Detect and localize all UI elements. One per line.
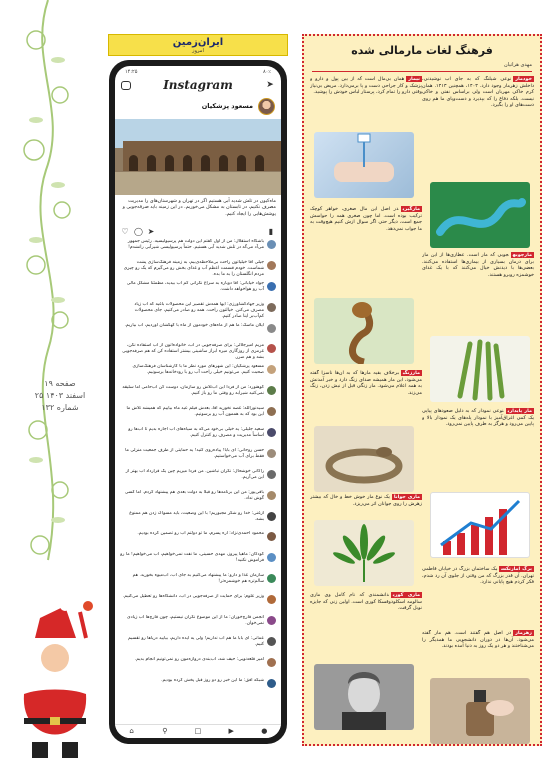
left-decoration <box>0 0 100 782</box>
bridge-arch <box>129 155 138 171</box>
status-time: ۱۴:۲۵ <box>125 68 138 75</box>
post-actions <box>115 227 281 237</box>
avatar[interactable] <box>267 553 276 562</box>
home-icon[interactable]: ⌂ <box>129 727 134 735</box>
avatar[interactable] <box>267 344 276 353</box>
search-icon[interactable]: ⚲ <box>162 727 168 735</box>
share-icon[interactable]: ➤ <box>147 227 155 236</box>
avatar[interactable] <box>267 282 276 291</box>
entry-head: مارچوبه <box>512 252 532 258</box>
glossary-column <box>302 34 542 746</box>
bookmark-icon[interactable]: ▮ <box>268 227 274 236</box>
floral-vine-icon <box>18 0 78 600</box>
page-info <box>30 378 90 414</box>
entry-head: خودمار <box>515 76 532 82</box>
list-item <box>120 281 276 300</box>
list-item <box>120 323 276 342</box>
heart-icon[interactable]: ♡ <box>121 227 129 236</box>
comment-text: کودکان: ماهیا پیروز، مهدی حسینی، ما نفت نمی‌خواهیم، آب می‌خواهیم! ما رو فراموش نکنید! <box>120 552 264 564</box>
asparagus-illustration <box>430 336 530 402</box>
avatar[interactable] <box>267 491 276 500</box>
status-bar <box>115 66 281 77</box>
avatar[interactable] <box>267 574 276 583</box>
list-item <box>120 615 276 634</box>
post-author[interactable] <box>115 95 281 117</box>
entry-head: مارگیری <box>402 206 420 212</box>
entry-head: ماری کوری <box>392 592 420 598</box>
list-item <box>120 490 276 509</box>
list-item <box>120 657 276 676</box>
comment-text: وزیر جهادکشاورزی: ایها همه‌ش تقصیر این محصولات باغیه که آب زیاد مصرف می‌کنن. خیالتون راحت. همه رو صادر می‌کنیم، جای محصولات کم‌آب‌بر اینا صادر کنیم. <box>134 301 264 319</box>
glossary-entry <box>422 566 534 624</box>
list-item <box>120 469 276 488</box>
instagram-column <box>105 34 290 746</box>
bottom-navigation <box>115 724 281 738</box>
glossary-entry <box>310 592 422 658</box>
entry-text: یک ساختمان بزرگ در خیابان فاطمی تهران. آن قدر بزرگ که من وقتی از جلوی آن رد شدم، فکر کردم هیچ پایانی ندارد. <box>422 566 534 586</box>
avatar[interactable] <box>267 449 276 458</box>
avatar[interactable] <box>267 407 276 416</box>
cannabis-leaf-illustration <box>314 520 414 586</box>
comment-text: جیلی آقا خیلیاتون راحت بی‌ملاحظه‌ی‌بیم، به زمینه فرهنگ‌سازی پشت شماست. خودم قسمت اعظم آب و غذای بخش رو می‌گیرم که یک رو چیزی مردم انگلستان را به ما بده. <box>123 259 264 277</box>
comment-text: شبکه افق: ما این خبر رو دو روز قبل پخش کرده بودیم. <box>161 677 264 683</box>
entry-text: نوعی شیلنگ که به جای آب نوشیدنی، داخلش زهرمار وجود دارد. ۱۴۰۳، همچنین ۱۴۱۳. همان کرم خاکی مهربان است ولی براساس نفتی و خاکی نیست. بلکه دفاع را که بپذیرد و دست‌وپای ما هم روی دست‌های او را بگیرد. <box>422 76 534 109</box>
list-item <box>120 260 276 279</box>
glossary-entry <box>422 408 534 488</box>
entry-head: مارزنگی <box>402 370 420 376</box>
list-item <box>120 552 276 571</box>
snake-bike-illustration <box>430 182 530 248</box>
growth-chart-illustration <box>430 492 530 558</box>
list-item <box>120 573 276 592</box>
avatar[interactable] <box>267 428 276 437</box>
comment-text: راکانی خوشحال: نگران نباشین. من فردا میریم چین یک قرارداد آب بهتر از این می‌آریم. <box>125 468 264 480</box>
profile-name[interactable]: مسعود پزشکیان <box>201 102 253 110</box>
comment-icon[interactable]: ◯ <box>134 227 143 236</box>
add-post-icon[interactable]: □ <box>194 727 202 735</box>
entry-text: جوبی که مار است. عطاری‌ها از این مار برای درمان بسیاری از بیماری‌ها استفاده می‌کنند. بعضی‌ها با دیدنش خیال می‌کنند که با یک غذای خوشمزه روبرو هستند. <box>422 252 534 278</box>
avatar[interactable] <box>267 261 276 270</box>
phone-screen <box>115 66 281 738</box>
list-item <box>120 594 276 613</box>
glossary-author: مهدی هراتیان <box>504 62 532 68</box>
bridge-arch <box>165 155 174 171</box>
entry-text: در اصل این مال صغری، خواهر کوچک ترکیب بوده است. اما چون صغری همه را حواسش جمع است، دیگر حتی اگر سوال ازش کنیم هیچ‌وقت به ما جواب نمی‌دهد. <box>310 206 422 232</box>
list-item <box>120 511 276 530</box>
avatar[interactable] <box>267 470 276 479</box>
masthead-name: ایران‌زمین <box>172 37 224 48</box>
avatar[interactable] <box>267 658 276 667</box>
glossary-entry <box>310 206 422 296</box>
list-item <box>120 636 276 655</box>
phone-frame <box>109 60 287 744</box>
entry-head: زهرمار <box>515 630 532 636</box>
comment-text: وزیر علوم: برای حمایت از صرفه‌جویی در آب، دانشگاه‌ها رو تعطیل می‌کنیم. <box>122 594 264 600</box>
bridge-arch <box>237 155 246 171</box>
glossary-entry <box>422 252 534 332</box>
rattlesnake-illustration <box>314 426 414 492</box>
comment-text: مریم امیرجلالی: برای صرفه‌جویی در آب، خانواده‌اتون از آب استفاده نکن، غرمزی از روز‌گاری میره ابراز ساشینی بیشتر استفاده کن که هم صرفه‌جویی بشه و هم ضرر. <box>122 343 264 361</box>
comment-text: سعید جلیلی: یه خیلی بی‌خود می‌گه به سیاه‌های آب اجاره بدیم تا آب‌ها رو اساساً مدیریت و مصرف رو کنترل کنیم. <box>128 427 264 439</box>
masthead-banner <box>108 34 288 56</box>
bridge-arch <box>183 155 192 171</box>
list-item <box>120 531 276 550</box>
list-item <box>120 343 276 362</box>
comment-list <box>115 237 281 696</box>
comment-text: جواد خیابانی: آقا دوباره به سراغ نگرانی کم آب بیدید، مطمئنا مشکل مالی آب رو هواخواهد داشت. <box>126 280 264 292</box>
glossary-entry <box>422 76 534 178</box>
reels-icon[interactable]: ▶ <box>228 727 234 735</box>
avatar[interactable] <box>267 616 276 625</box>
issue-date: ۲۵ اسفند ۱۴۰۳ <box>34 391 86 400</box>
comment-text: باشگاه استقلال: من از اول گفتم این دولت هم پرسپولیسیه. رئیس جمهور می‌آد می‌گه در تلش شدید آبی هستیم. حتماً پرسپولیسی شیرآبی رانشدم! <box>127 239 264 250</box>
glossary-entry <box>310 494 422 516</box>
status-battery: ۸۰٪ <box>262 68 271 75</box>
comment-text: سازمان غذا و دارو: ما پیشنهاد می‌کنیم به جای آب، آب‌میوه بخورید. هم سالم‌تره هم خوشمزه‌تر! <box>132 573 264 585</box>
list-item <box>120 385 276 404</box>
entry-text: در اصل هم گفتند است. هم مار گفته می‌شود. آن‌ها در دوران دانشجویی ما همدیگر را می‌شناختند و هر دو یک روز به دنیا آمده بودند. <box>422 630 534 650</box>
bridge-arch <box>147 155 156 171</box>
entry-text: نوعی نمودار که به دلیل صعودهای پیاپی یک کمی اغراق‌آمیز با نمودار پله‌های یک نمودار بالا و پایین می‌رود و هرگز به طرف پایین نمی‌رود. <box>422 408 534 428</box>
comment-text: محمود احمدی‌نژاد: آره پسرم، ما تو دولتم آب رو تضمین کرده بودیم. <box>137 531 264 537</box>
avatar[interactable] <box>267 595 276 604</box>
issue-number: شماره ۱۳۲ <box>41 403 79 412</box>
list-item <box>120 448 276 467</box>
list-item <box>120 427 276 446</box>
instagram-header <box>115 77 281 95</box>
title-divider <box>312 71 532 72</box>
glossary-title: فرهنگ لغات مارمالی شده <box>351 44 493 57</box>
comment-text: ایلان ماسک: ما هم از ماه‌های خودمون از ماه با کهکشان آوردیم، آب بیاریم. <box>124 322 264 328</box>
avatar[interactable] <box>267 240 276 249</box>
comment-text: کوهنورد: من از فردا این آب‌تلاش رو سازمان، دوست کن آب‌حامی اما سلیقه نمی‌کنید شیرابه رو وقتی ما رو باز کنیم. <box>122 385 264 397</box>
post-image[interactable] <box>115 119 281 195</box>
comment-text: ازغنی: خدا رو شکر مجبوریم! با این وضعیت، باید مسواک زدن هم ممنوع بشه. <box>129 510 264 522</box>
avatar[interactable] <box>267 365 276 374</box>
avatar[interactable] <box>258 98 275 115</box>
avatar[interactable] <box>267 512 276 521</box>
avatar[interactable] <box>267 303 276 312</box>
masthead-subtitle: امروز <box>192 48 204 54</box>
profile-icon[interactable]: ● <box>261 727 268 735</box>
bridge-arch <box>201 155 210 171</box>
bridge-arch <box>219 155 228 171</box>
bridge-arch <box>255 155 264 171</box>
comment-text: سید‌نورالله: غصه نخورید آقا، بعدش فیلم عید ماه بیاییم که همیشه تلاش ما این بود که به هممون آب رو برسونیم. <box>126 406 264 418</box>
avatar[interactable] <box>267 386 276 395</box>
entry-head: نیمار <box>408 76 420 82</box>
list-item <box>120 406 276 425</box>
entry-head: برگ آمارتکس <box>501 566 532 572</box>
comment-text: حسن روحانی: ای بابا! پیاده‌روی کنید! یه حمایتی از طرف جمعیت منزلی ما فقط برای آب می‌خواستیم. <box>125 447 264 459</box>
santa-illustration-icon <box>10 598 95 768</box>
iv-drip-illustration <box>314 132 414 198</box>
perfume-bottle-illustration <box>430 678 530 744</box>
glossary-entry <box>310 370 422 422</box>
avatar[interactable] <box>267 324 276 333</box>
entry-text: دانشمندی که نام کامل وی ماری سالومه اسکلودوفسکا کوری است. اولین زنی که جایزه نوبل گرفت. <box>310 592 422 612</box>
comment-text: باقی‌پور: من این برنامه‌ها رو قبلاً به دولت بعدی هم پیشنهاد کردم. اما کسی گوش نداد. <box>124 489 264 501</box>
list-item <box>120 678 276 697</box>
avatar[interactable] <box>267 679 276 688</box>
avatar[interactable] <box>267 532 276 541</box>
entry-text: همان بی‌مال است که از بین پول و دارو و پزشک و کار جراحی دست و پا برمی‌دارد. مریض بی‌نیاز وقتی دارو را تمام کرد، پرستار لباس خودش را پوشید. <box>310 76 422 96</box>
entry-head: مار پایداری <box>507 408 532 414</box>
page-number: صفحه ۱۹ <box>44 379 76 388</box>
comment-text: امیر قلعه‌نویی: حیف شد، آب‌بندی دروازه‌مون رو نمی‌تونیم انجام بدیم. <box>134 656 264 662</box>
entry-text: برخلاف بقیه مارها که به آن‌ها ناسزا گفته می‌شود، این مار همیشه صدای زنگ دارد و خبر آمدنش به همه اعلام می‌شود. مار زنگی قبل از نیش زدن، زنگ می‌زند. <box>310 370 422 396</box>
list-item <box>120 302 276 321</box>
list-item <box>120 239 276 258</box>
post-caption: ماه‌کیون در تلش شدید آبی هستیم اگر در تهران و شهرستان‌های را مدیریت مصرف نکنیم، در تابستان به مشکل می‌خوریم. در این زمینه باید صرفه‌جویی و پوشش‌هایی را ایجاد کنیم. <box>122 199 276 217</box>
avatar[interactable] <box>267 637 276 646</box>
comment-text: انجمن قارچ‌خوران: ما از این موضوع نگران نیستیم، چون قارچ‌ها آب زیادی نمی‌خوان. <box>127 615 264 627</box>
glossary-entry <box>422 630 534 674</box>
comment-text: مسعود پزشکیان: این شهرهای مورد نظر ما با کارشناسان فرهنگ‌سازی صحبت کنیم. می‌تونیم خیلی راحت آب رو با رودخانه‌ها برسونیم. <box>132 364 264 376</box>
cobra-illustration <box>314 298 414 364</box>
comment-text: عمانی: ای بابا ما هم آب نداریم! ولی یه ایده داریم، بیایید دریاها رو تقسیم کنیم. <box>128 635 264 647</box>
send-icon[interactable]: ➤ <box>266 80 274 90</box>
instagram-logo: Instagram <box>163 78 233 92</box>
glossary-entry <box>310 76 422 128</box>
marie-curie-portrait <box>314 664 414 730</box>
entry-text: یک نوع مار خوش خط و خال که بیشتر زهرش را روی جوانان اثر می‌ریزد. <box>310 494 422 507</box>
list-item <box>120 364 276 383</box>
entry-head: ماری جوانا <box>393 494 421 500</box>
